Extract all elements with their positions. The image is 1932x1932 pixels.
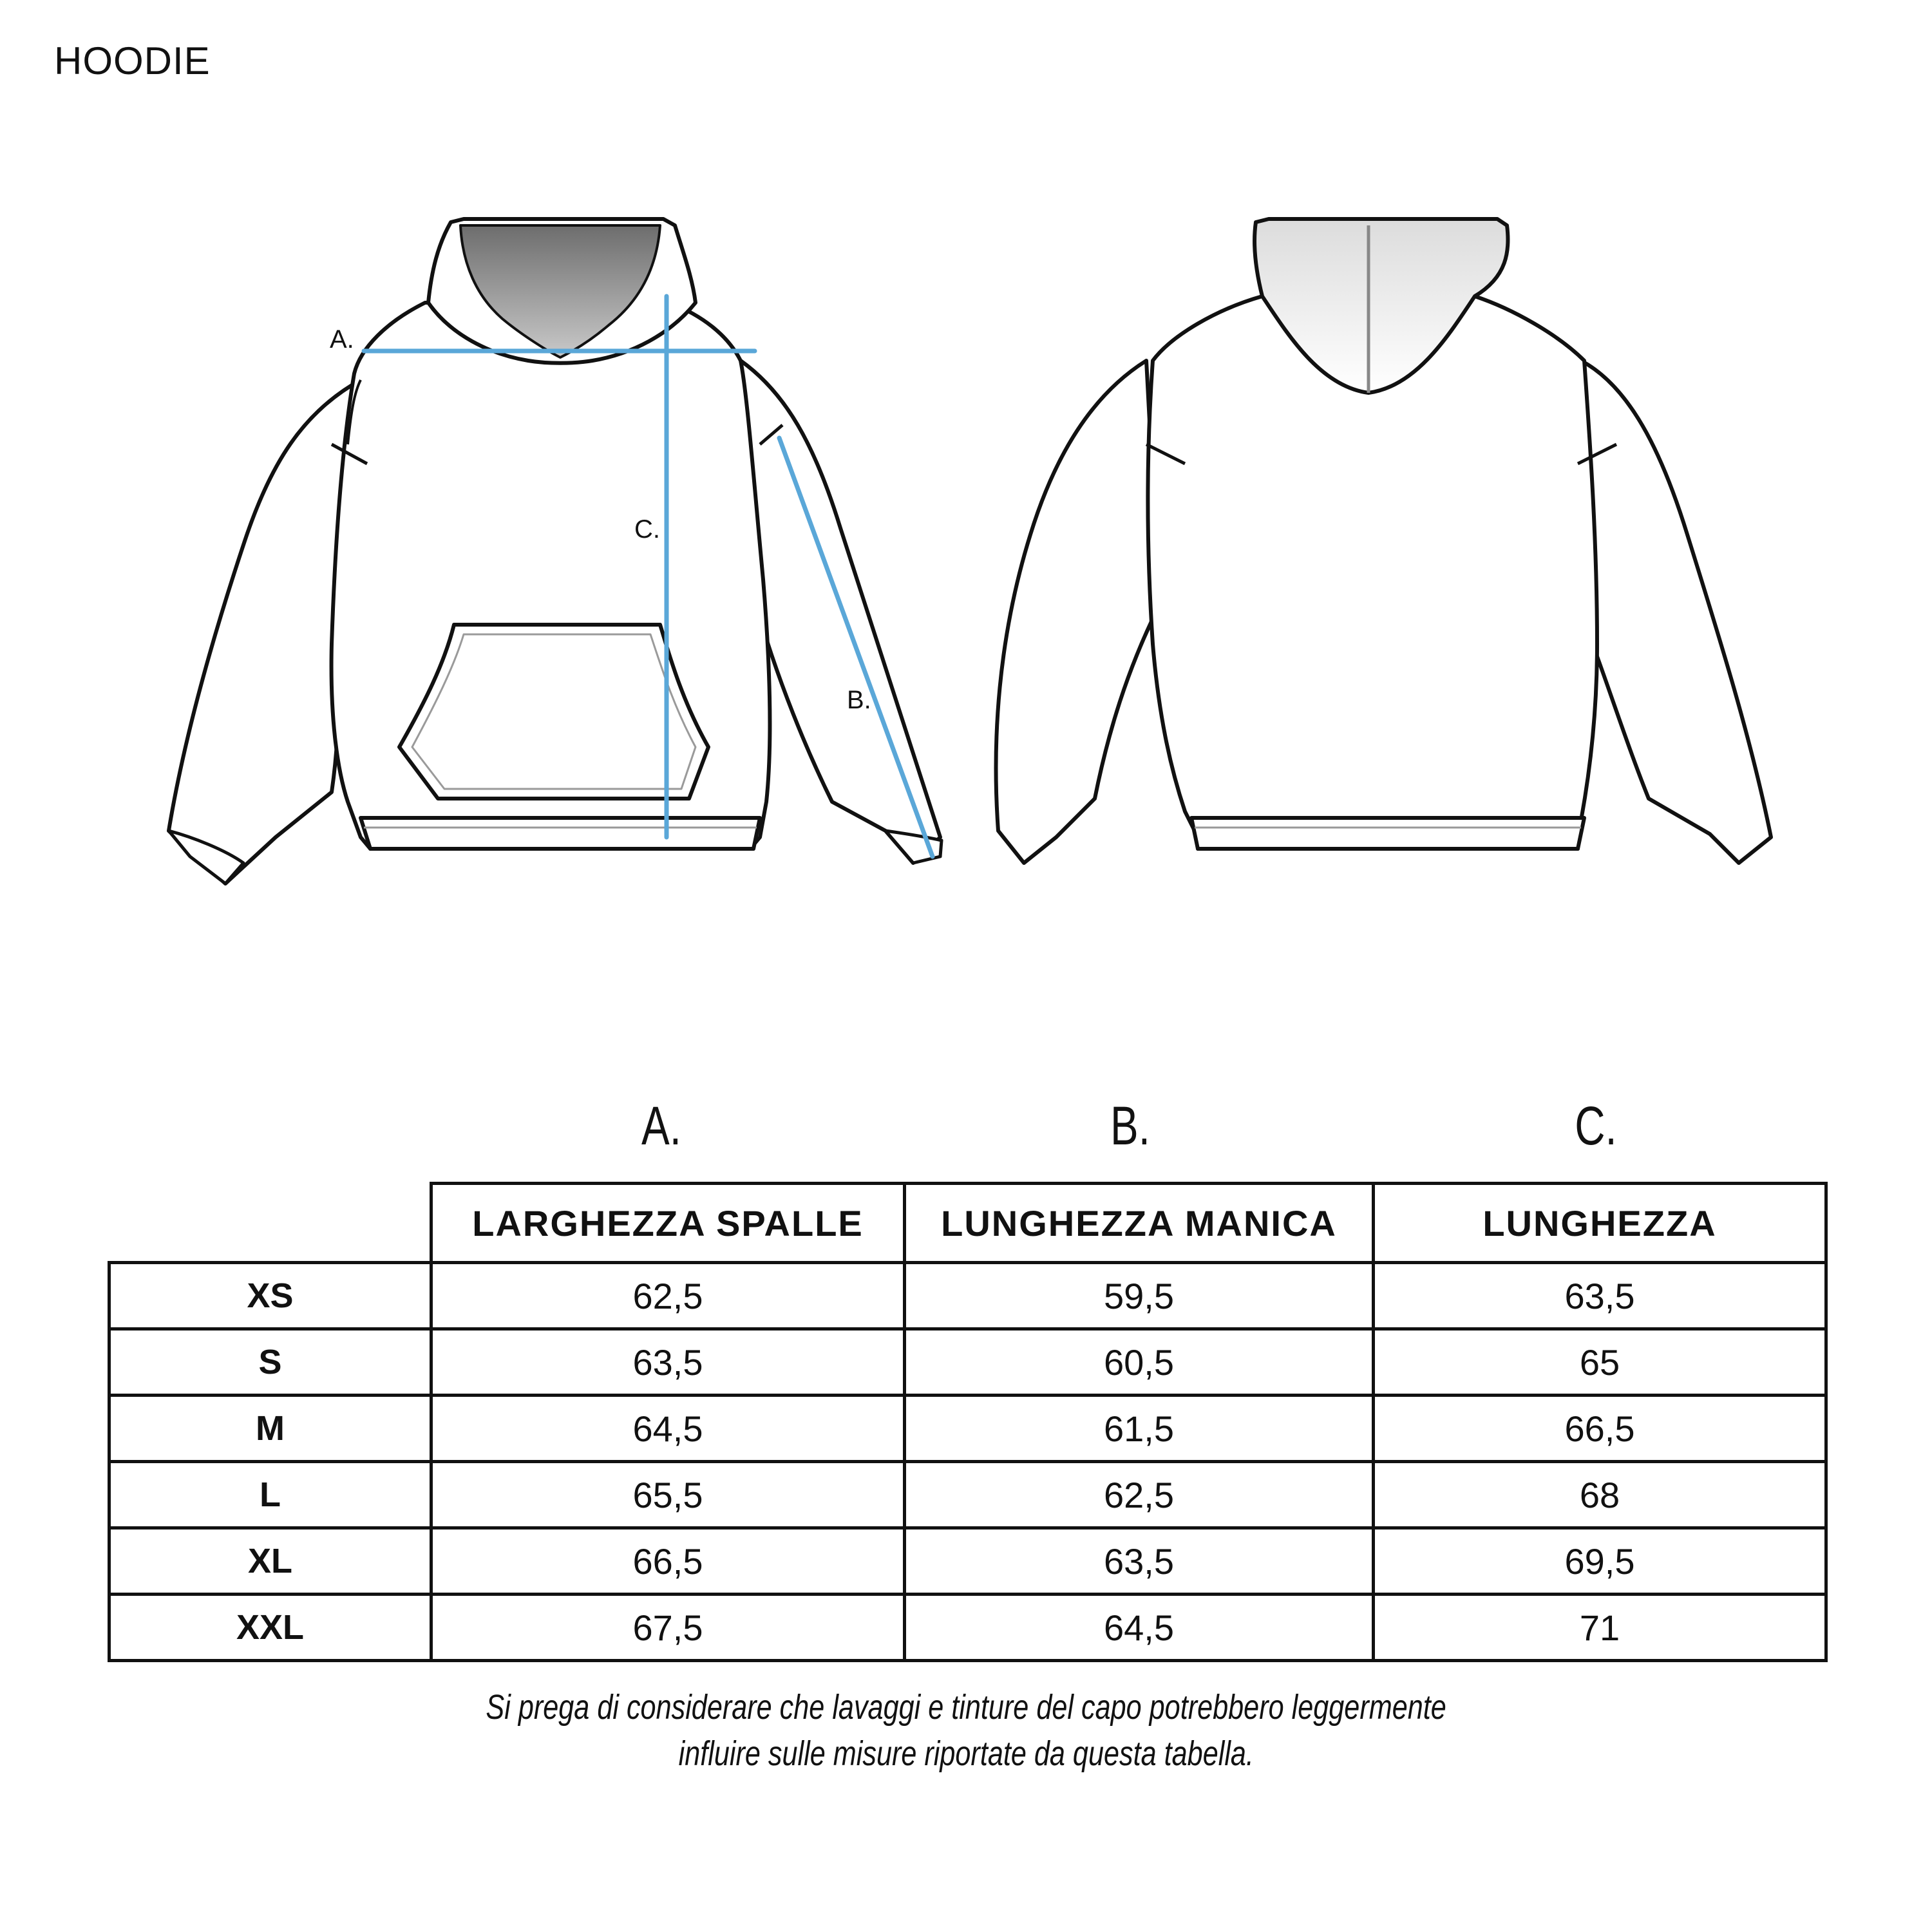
- cell-b: 62,5: [905, 1462, 1374, 1528]
- table-row: [109, 1396, 1826, 1462]
- header-blank: [109, 1184, 431, 1263]
- header-larghezza-spalle: LARGHEZZA SPALLE: [431, 1184, 905, 1263]
- size-label: S: [109, 1329, 431, 1396]
- header-lunghezza: LUNGHEZZA: [1374, 1184, 1826, 1263]
- size-label: XS: [109, 1263, 431, 1329]
- cell-c: 65: [1374, 1329, 1826, 1396]
- measure-b-label: B.: [847, 686, 871, 714]
- size-label: XXL: [109, 1595, 431, 1661]
- cell-a: 67,5: [431, 1595, 905, 1661]
- cell-a: 62,5: [431, 1263, 905, 1329]
- cell-b: 64,5: [905, 1595, 1374, 1661]
- measure-a-label: A.: [330, 325, 354, 354]
- cell-b: 60,5: [905, 1329, 1374, 1396]
- table-row: [109, 1462, 1826, 1528]
- cell-a: 63,5: [431, 1329, 905, 1396]
- cell-c: 71: [1374, 1595, 1826, 1661]
- back-right-sleeve: [1578, 361, 1771, 863]
- cell-c: 66,5: [1374, 1396, 1826, 1462]
- cell-c: 69,5: [1374, 1528, 1826, 1595]
- table-row: [109, 1528, 1826, 1595]
- cell-b: 61,5: [905, 1396, 1374, 1462]
- cell-b: 59,5: [905, 1263, 1374, 1329]
- column-letter-a: A.: [641, 1095, 681, 1156]
- care-note-line-2: influire sulle misure riportate da questa tabella.: [678, 1734, 1254, 1773]
- size-table: [108, 1182, 1828, 1662]
- cell-a: 64,5: [431, 1396, 905, 1462]
- cell-c: 68: [1374, 1462, 1826, 1528]
- page-title: HOODIE: [54, 39, 211, 82]
- front-waistband: [361, 818, 760, 849]
- back-left-sleeve: [996, 361, 1159, 863]
- size-label: M: [109, 1396, 431, 1462]
- measure-c-label: C.: [634, 515, 660, 544]
- table-row: [109, 1329, 1826, 1396]
- table-row: [109, 1263, 1826, 1329]
- front-pocket: [399, 625, 708, 799]
- back-hoodie: [996, 219, 1771, 863]
- care-note: [0, 1684, 1932, 1777]
- care-note-line-1: Si prega di considerare che lavaggi e tinture del capo potrebbero leggermente: [486, 1688, 1446, 1727]
- table-header-row: [109, 1184, 1826, 1263]
- table-row: [109, 1595, 1826, 1661]
- size-label: L: [109, 1462, 431, 1528]
- cell-a: 65,5: [431, 1462, 905, 1528]
- header-lunghezza-manica: LUNGHEZZA MANICA: [905, 1184, 1374, 1263]
- size-label: XL: [109, 1528, 431, 1595]
- cell-b: 63,5: [905, 1528, 1374, 1595]
- front-hoodie: [169, 219, 942, 884]
- cell-a: 66,5: [431, 1528, 905, 1595]
- cell-c: 63,5: [1374, 1263, 1826, 1329]
- column-letter-b: B.: [1110, 1095, 1150, 1156]
- back-waistband: [1191, 818, 1584, 849]
- column-letter-c: C.: [1575, 1095, 1617, 1156]
